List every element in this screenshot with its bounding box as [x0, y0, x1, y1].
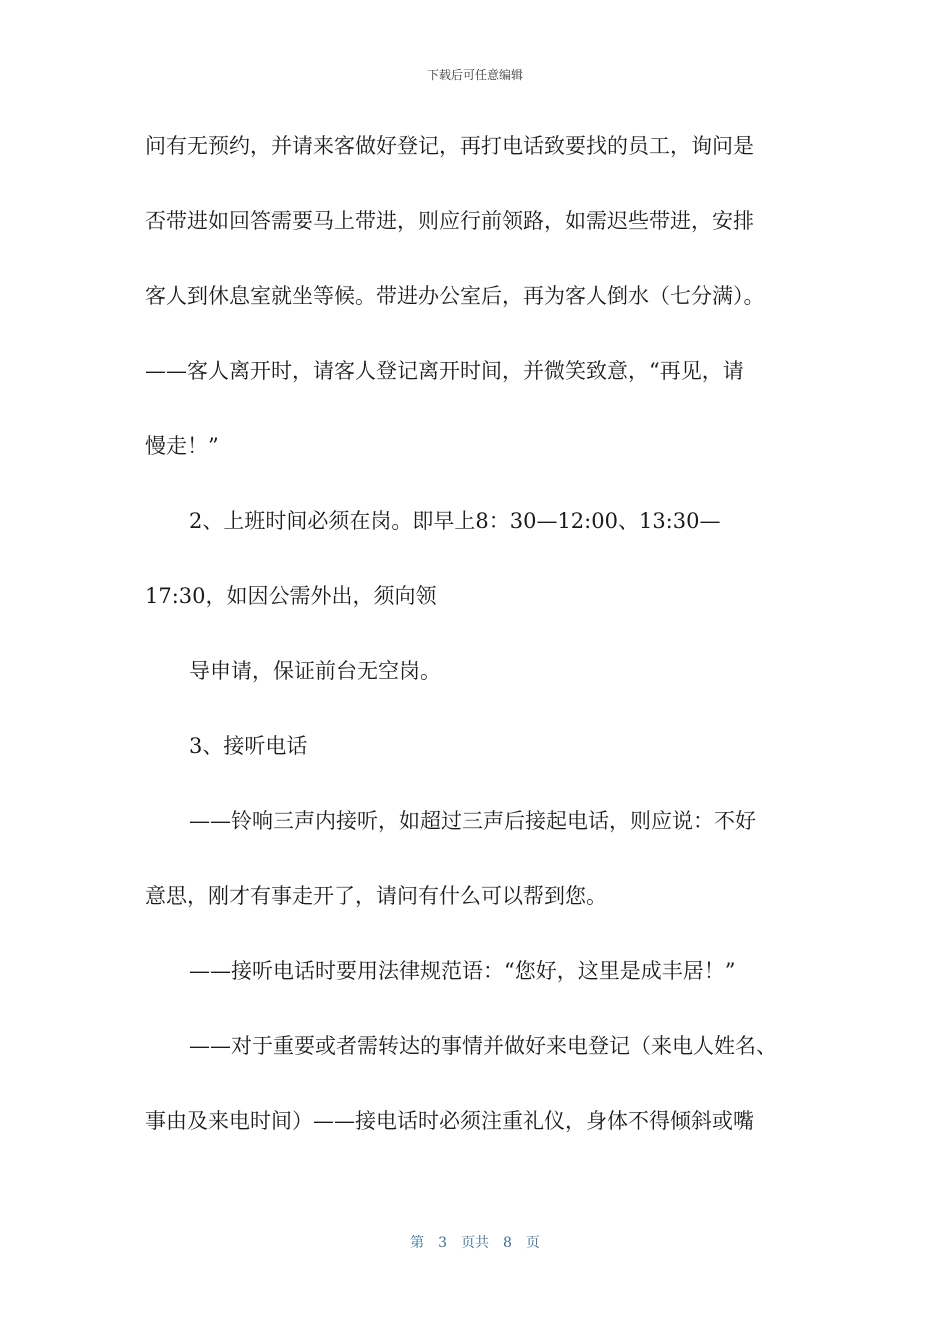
body-line: 慢走！”	[145, 434, 219, 458]
section-heading: 3、接听电话	[189, 734, 308, 758]
section-heading: 2、上班时间必须在岗。即早上8：30—12:00、13:30—	[189, 509, 721, 533]
body-line: 事由及来电时间）——接电话时必须注重礼仪，身体不得倾斜或嘴	[145, 1109, 754, 1133]
footer-middle: 页共	[461, 1235, 489, 1251]
body-line: ——客人离开时，请客人登记离开时间，并微笑致意，“再见，请	[145, 359, 744, 383]
body-line: 问有无预约，并请来客做好登记，再打电话致要找的员工，询问是	[145, 134, 754, 158]
body-line: 否带进如回答需要马上带进，则应行前领路，如需迟些带进，安排	[145, 209, 754, 233]
body-line: ——接听电话时要用法律规范语：“您好，这里是成丰居！”	[189, 959, 736, 983]
body-line: 导申请，保证前台无空岗。	[189, 659, 441, 683]
body-line: 客人到休息室就坐等候。带进办公室后，再为客人倒水（七分满）。	[145, 284, 765, 308]
page-footer	[0, 1232, 950, 1252]
footer-suffix: 页	[525, 1235, 540, 1251]
body-line: 17:30，如因公需外出，须向领	[145, 584, 437, 608]
body-line: ——铃响三声内接听，如超过三声后接起电话，则应说：不好	[189, 809, 756, 833]
footer-prefix: 第	[410, 1235, 425, 1251]
body-line: ——对于重要或者需转达的事情并做好来电登记（来电人姓名、	[189, 1034, 777, 1058]
footer-page-number: 3	[438, 1235, 447, 1251]
body-line: 意思，刚才有事走开了，请问有什么可以帮到您。	[145, 884, 607, 908]
page-header: 下载后可任意编辑	[426, 68, 523, 82]
footer-total-pages: 8	[503, 1235, 512, 1251]
